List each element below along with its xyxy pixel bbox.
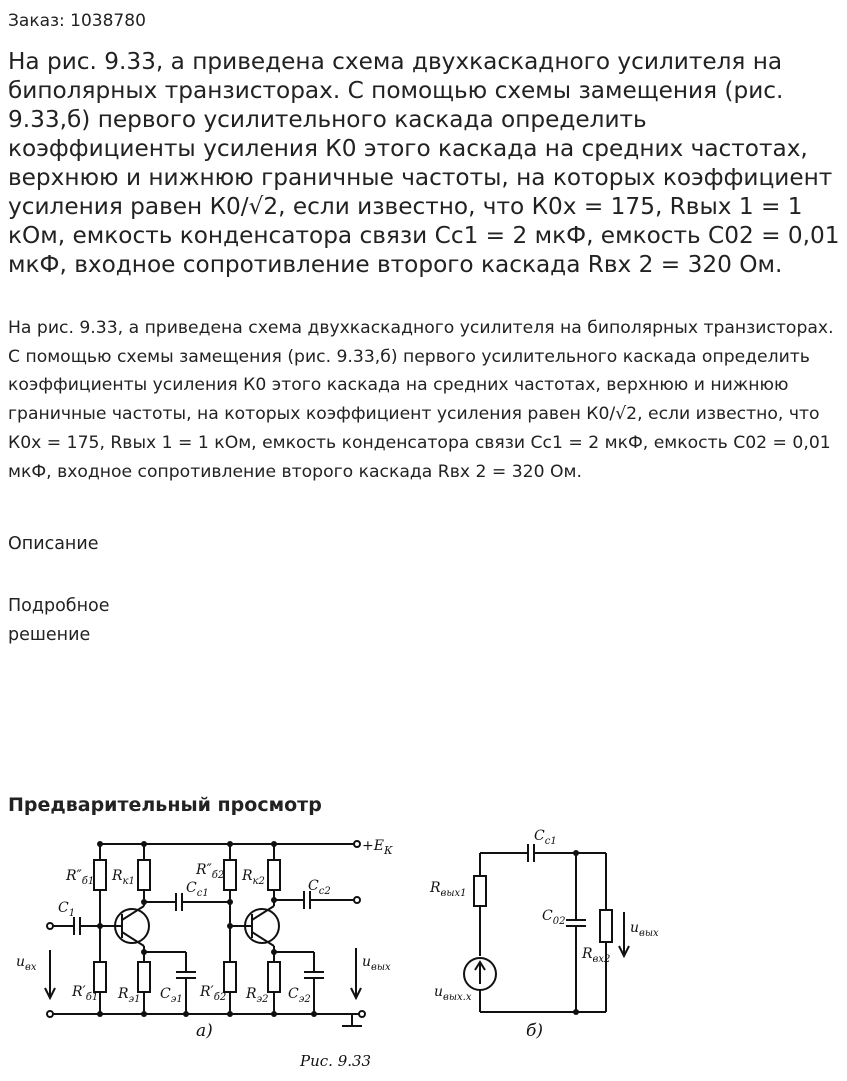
- label-uvyx: $u_{вых}$: [362, 954, 391, 973]
- label-rb1p: $R'_{б1}$: [72, 984, 99, 1003]
- label-cc2: $C_{c2}$: [308, 878, 331, 897]
- task-title: На рис. 9.33, а приведена схема двухкаскадного усилителя на биполярных транзисторах. С помощью схемы замещения (рис. 9.33,б) первого усилительного каскада определить коэффициенты усиления К0 этого каскада на средних частотах, верхнюю и нижнюю граничные частоты, на которых коэффициент усиления равен К0/√2, если известно, что К0х = 175, Rвых 1 = 1 кОм, емкость конденсатора связи Сс1 = 2 мкФ, емкость С02 = 0,01 мкФ, входное сопротивление второго каскада Rвх 2 = 320 Ом.: [8, 48, 840, 278]
- label-rk1: $R_{к1}$: [112, 868, 135, 887]
- label-uvx: $u_{вх}$: [16, 954, 37, 973]
- label-b-uvyx: $u_{вых}$: [630, 920, 659, 939]
- figure-caption: Рис. 9.33: [300, 1052, 372, 1070]
- circuit-figure: [10, 820, 690, 1078]
- order-number: Заказ: 1038780: [8, 11, 146, 31]
- label-b-c02: $C_{02}$: [542, 908, 566, 927]
- label-b-rvx2: $R_{вх2}$: [582, 946, 611, 965]
- label-ce1: $C_{э1}$: [160, 986, 183, 1005]
- label-b-rvyx1: $R_{вых1}$: [430, 880, 467, 899]
- label-rb2p: $R'_{б2}$: [200, 984, 227, 1003]
- description-label: Описание: [8, 534, 99, 554]
- label-re2: $R_{э2}$: [246, 986, 269, 1005]
- label-ce2: $C_{э2}$: [288, 986, 311, 1005]
- label-c1: $C_1$: [58, 900, 76, 919]
- label-rk2: $R_{к2}$: [242, 868, 265, 887]
- label-rb1pp: $R''_{б1}$: [66, 868, 95, 887]
- label-re1: $R_{э1}$: [118, 986, 141, 1005]
- label-b-uvyxx: $u_{вых.х}$: [434, 984, 472, 1003]
- label-cc1: $C_{c1}$: [186, 880, 209, 899]
- label-part-a: а): [196, 1021, 213, 1041]
- label-part-b: б): [526, 1021, 544, 1041]
- task-body: На рис. 9.33, а приведена схема двухкаскадного усилителя на биполярных транзисторах. С помощью схемы замещения (рис. 9.33,б) первого усилительного каскада определить коэффициенты усиления К0 этого каскада на средних частотах, верхнюю и нижнюю граничные частоты, на которых коэффициент усиления равен К0/√2, если известно, что К0х = 175, Rвых 1 = 1 кОм, емкость конденсатора связи Сс1 = 2 мкФ, емкость С02 = 0,01 мкФ, входное сопротивление второго каскада Rвх 2 = 320 Ом.: [8, 318, 834, 482]
- label-rb2pp: $R''_{б2}$: [196, 862, 225, 881]
- label-ek: $+E_К$: [362, 838, 393, 857]
- circuit-b-wires: [464, 844, 629, 1012]
- label-b-cc1: $C_{c1}$: [534, 828, 557, 847]
- preview-heading: Предварительный просмотр: [8, 794, 322, 816]
- detailed-solution-label: Подробное решение: [8, 596, 110, 645]
- circuit-a-labels: [16, 838, 393, 1041]
- circuit-diagram: [10, 820, 690, 1078]
